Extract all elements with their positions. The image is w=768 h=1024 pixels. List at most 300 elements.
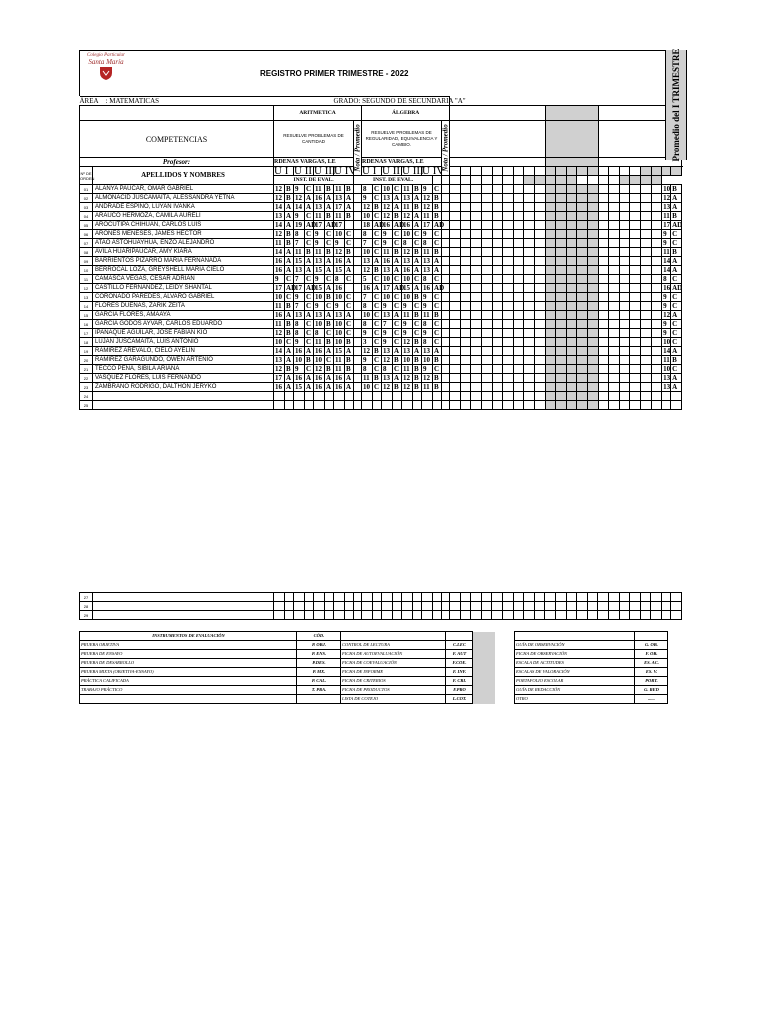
empty-cell xyxy=(619,203,630,212)
empty-cell xyxy=(556,257,567,266)
empty-cell xyxy=(545,374,556,383)
grade-cell: B xyxy=(433,374,442,383)
empty-cell xyxy=(640,284,651,293)
empty-cell xyxy=(556,302,567,311)
empty-cell xyxy=(482,266,493,275)
grade-cell: AD xyxy=(394,220,405,229)
empty-cell xyxy=(535,203,546,212)
grade-cell: B xyxy=(285,320,294,329)
empty-cell xyxy=(534,593,545,602)
empty-cell xyxy=(609,392,620,401)
grade-cell: A xyxy=(305,383,314,392)
grade-cell: C xyxy=(433,230,442,239)
empty-cell xyxy=(524,275,535,284)
empty-cell xyxy=(556,230,567,239)
empty-cell xyxy=(362,593,373,602)
grade-cell: A xyxy=(325,347,334,356)
empty-cell xyxy=(630,266,641,275)
empty-cell xyxy=(471,311,482,320)
empty-cell xyxy=(587,239,598,248)
empty-cell xyxy=(450,293,461,302)
grade-cell: 10 xyxy=(362,383,373,392)
nota-promedio-cell xyxy=(442,185,450,194)
legend-row xyxy=(80,686,688,695)
grade-cell: B xyxy=(345,338,354,347)
student-name xyxy=(93,401,274,410)
grade-cell: C xyxy=(433,338,442,347)
extra-row xyxy=(80,611,682,620)
empty-cell xyxy=(460,329,471,338)
nota-promedio-cell xyxy=(354,221,362,230)
nota-promedio-cell xyxy=(354,347,362,356)
legend-spacer xyxy=(495,695,515,704)
empty-cell xyxy=(535,302,546,311)
grade-cell xyxy=(373,401,382,410)
grade-cell: 12 xyxy=(274,185,285,194)
final-score: 9 xyxy=(662,230,671,239)
final-score: 13 xyxy=(663,373,671,382)
empty-cell xyxy=(524,365,535,374)
grade-cell: C xyxy=(393,320,402,329)
empty-cell xyxy=(450,284,461,293)
legend-code: P.DES. xyxy=(297,659,341,668)
empty-cell xyxy=(566,248,577,257)
row-number: 18 xyxy=(80,338,93,347)
empty-cell xyxy=(651,230,662,239)
row-number: 14 xyxy=(80,302,93,311)
empty-cell xyxy=(640,293,651,302)
empty-cell xyxy=(630,275,641,284)
empty-cell xyxy=(471,593,482,602)
legend-spacer xyxy=(473,650,495,659)
grade-cell: C xyxy=(393,302,402,311)
empty-cell xyxy=(305,593,314,602)
empty-cell xyxy=(619,320,630,329)
empty-cell xyxy=(598,167,609,176)
final-score xyxy=(662,401,671,410)
empty-cell xyxy=(651,257,662,266)
empty-cell xyxy=(442,176,450,185)
grade-cell: 7 xyxy=(294,239,305,248)
grade-cell: 8 xyxy=(422,275,433,284)
legend-code: F. AUT xyxy=(446,650,473,659)
grade-cell: B xyxy=(325,212,334,221)
grade-cell: C xyxy=(413,275,422,284)
grade-cell: 12 xyxy=(422,194,433,203)
grade-cell xyxy=(433,401,442,410)
empty-cell xyxy=(566,401,577,410)
grade-cell: C xyxy=(373,356,382,365)
nota-promedio-cell xyxy=(354,338,362,347)
empty-cell xyxy=(651,311,662,320)
empty-cell xyxy=(609,167,620,176)
row-number: 21 xyxy=(80,365,93,374)
nota-promedio-cell xyxy=(442,356,450,365)
empty-cell xyxy=(630,284,641,293)
empty-cell xyxy=(640,185,651,194)
nota-promedio-cell xyxy=(354,383,362,392)
empty-cell xyxy=(587,257,598,266)
grade-cell: C xyxy=(393,293,402,302)
empty-cell xyxy=(492,284,503,293)
empty-cell xyxy=(566,602,577,611)
grade-cell: A xyxy=(325,284,334,293)
grade-cell: 10 xyxy=(362,311,373,320)
empty-cell xyxy=(481,593,492,602)
empty-cell xyxy=(609,284,620,293)
grade-cell xyxy=(433,392,442,401)
empty-cell xyxy=(609,257,620,266)
grade-cell xyxy=(362,401,373,410)
final-score: 13 xyxy=(663,382,671,391)
empty-cell xyxy=(577,275,588,284)
grade-cell: C xyxy=(373,383,382,392)
grade-cell: 12 xyxy=(402,248,413,257)
empty-cell xyxy=(460,365,471,374)
empty-cell xyxy=(630,302,641,311)
empty-cell xyxy=(577,167,588,176)
nota-promedio-cell xyxy=(442,293,450,302)
grade-cell: A xyxy=(413,266,422,275)
legend-instrument: ESCALAS DE VALORACIÓN xyxy=(515,668,635,677)
empty-cell xyxy=(630,392,641,401)
grade-cell: C xyxy=(345,329,354,338)
empty-cell xyxy=(662,167,671,176)
empty-cell xyxy=(598,176,609,185)
empty-cell xyxy=(471,221,482,230)
empty-cell xyxy=(503,320,514,329)
grade-cell: C xyxy=(345,239,354,248)
empty-cell xyxy=(545,602,556,611)
grade-cell: B xyxy=(373,347,382,356)
grade-cell: B xyxy=(433,194,442,203)
grade-cell: 11 xyxy=(422,383,433,392)
grade-cell: 9 xyxy=(402,302,413,311)
empty-cell xyxy=(450,392,461,401)
empty-cell xyxy=(513,365,524,374)
row-number: 20 xyxy=(80,356,93,365)
empty-cell xyxy=(609,401,620,410)
student-row xyxy=(80,374,682,383)
grade-cell: 9 xyxy=(362,356,373,365)
empty-cell xyxy=(274,593,285,602)
empty-cell xyxy=(524,311,535,320)
grade-cell: 10 xyxy=(362,248,373,257)
grade-cell: 10 xyxy=(314,293,325,302)
empty-cell xyxy=(524,347,535,356)
empty-cell xyxy=(619,338,630,347)
empty-cell xyxy=(577,257,588,266)
grade-cell: 11 xyxy=(422,212,433,221)
empty-cell xyxy=(535,284,546,293)
empty-cell xyxy=(524,239,535,248)
empty-cell xyxy=(492,239,503,248)
empty-cell xyxy=(566,593,577,602)
empty-cell xyxy=(442,593,450,602)
grade-cell: 10 xyxy=(422,356,433,365)
grades-table xyxy=(79,96,682,410)
empty-cell xyxy=(513,602,524,611)
grade-cell: B xyxy=(305,356,314,365)
empty-cell xyxy=(450,365,461,374)
grade-cell: C xyxy=(373,302,382,311)
empty-cell xyxy=(503,302,514,311)
grade-cell: C xyxy=(305,338,314,347)
grade-cell: 9 xyxy=(294,365,305,374)
row-number: 24 xyxy=(80,392,93,401)
empty-cell xyxy=(502,602,513,611)
grade-cell: C xyxy=(305,185,314,194)
empty-cell xyxy=(545,401,556,410)
grade-cell: A xyxy=(285,383,294,392)
grade-cell: C xyxy=(413,302,422,311)
empty-cell xyxy=(545,383,556,392)
grade-cell: 12 xyxy=(314,365,325,374)
empty-cell xyxy=(609,320,620,329)
final-score: 12 xyxy=(663,193,671,202)
empty-cell xyxy=(482,275,493,284)
grade-cell: 11 xyxy=(314,212,325,221)
student-name: ZAMBRANO RODRIGO, DALTHON JERYKO xyxy=(93,383,274,392)
nota-promedio-cell xyxy=(442,266,450,275)
grade-cell: 8 xyxy=(362,230,373,239)
nota-promedio-cell xyxy=(354,266,362,275)
grade-cell: B xyxy=(325,320,334,329)
nota-promedio-cell xyxy=(442,365,450,374)
empty-cell xyxy=(285,611,294,620)
grade-cell: 13 xyxy=(334,194,345,203)
grade-cell: 12 xyxy=(402,212,413,221)
empty-cell xyxy=(492,176,503,185)
grade-cell: 7 xyxy=(382,320,393,329)
empty-cell xyxy=(651,212,662,221)
empty-cell xyxy=(450,356,461,365)
empty-cell xyxy=(545,392,556,401)
empty-cell xyxy=(482,284,493,293)
student-row xyxy=(80,356,682,365)
grade-cell xyxy=(305,392,314,401)
grade-cell: C xyxy=(433,329,442,338)
student-name: ALANYA PAUCAR, OMAR GABRIEL xyxy=(93,185,274,194)
student-row xyxy=(80,338,682,347)
empty-cell xyxy=(556,347,567,356)
legend-instrument: PRUEBA OBJETIVA xyxy=(80,641,297,650)
grade-cell: 8 xyxy=(362,302,373,311)
grade-cell: C xyxy=(413,230,422,239)
empty-cell xyxy=(598,185,609,194)
legend-spacer xyxy=(495,677,515,686)
empty-cell xyxy=(274,611,285,620)
grade-cell xyxy=(345,392,354,401)
grade-cell: C xyxy=(325,239,334,248)
empty-cell xyxy=(598,347,609,356)
sheet-header xyxy=(79,50,687,96)
empty-cell xyxy=(460,338,471,347)
comp-aritmetica: RESUELVE PROBLEMAS DE CANTIDAD xyxy=(274,121,354,158)
grade-cell xyxy=(334,392,345,401)
empty-cell xyxy=(314,593,325,602)
final-level: C xyxy=(671,338,682,347)
logo-text-top: Colegio Particular xyxy=(87,53,125,58)
empty-cell xyxy=(587,338,598,347)
empty-cell xyxy=(577,611,588,620)
final-level: A xyxy=(671,347,682,356)
grade-cell: C xyxy=(433,239,442,248)
empty-cell xyxy=(460,203,471,212)
empty-cell xyxy=(450,239,461,248)
grade-cell: 12 xyxy=(274,194,285,203)
legend-table xyxy=(79,631,688,704)
empty-cell xyxy=(503,365,514,374)
nota-promedio-cell xyxy=(442,383,450,392)
grade-cell: C xyxy=(345,293,354,302)
legend-instrument: FICHA DE COEVALUACIÓN xyxy=(341,659,446,668)
empty-cell xyxy=(460,302,471,311)
grade-cell: A xyxy=(285,347,294,356)
empty-cell xyxy=(482,239,493,248)
empty-cell xyxy=(492,365,503,374)
empty-cell xyxy=(345,602,354,611)
profesor-1: RDENAS VARGAS, LE xyxy=(274,158,354,167)
empty-cell xyxy=(535,266,546,275)
empty-cell xyxy=(460,311,471,320)
grade-cell: A xyxy=(305,257,314,266)
grade-cell: 13 xyxy=(382,194,393,203)
empty-cell xyxy=(482,401,493,410)
empty-cell xyxy=(619,266,630,275)
empty-cell xyxy=(492,374,503,383)
grade-cell: A xyxy=(413,347,422,356)
unit-header: U III xyxy=(402,164,424,177)
grade-cell: A xyxy=(325,266,334,275)
grade-cell xyxy=(402,392,413,401)
empty-cell xyxy=(492,248,503,257)
empty-cell xyxy=(524,266,535,275)
grade-cell: B xyxy=(373,374,382,383)
legend-row xyxy=(80,650,688,659)
student-name: AROCUTIPA CHIHUAN, CARLOS LUIS xyxy=(93,221,274,230)
final-level: C xyxy=(671,230,682,239)
empty-cell xyxy=(471,257,482,266)
empty-cell xyxy=(471,383,482,392)
empty-cell xyxy=(651,167,662,176)
legend-row xyxy=(80,659,688,668)
empty-cell xyxy=(630,356,641,365)
empty-cell xyxy=(651,338,662,347)
empty-cell xyxy=(640,383,651,392)
grade-cell: C xyxy=(285,338,294,347)
empty-cell xyxy=(577,365,588,374)
empty-cell xyxy=(670,602,681,611)
final-score: 14 xyxy=(663,346,671,355)
grade-cell: 9 xyxy=(362,194,373,203)
empty-cell xyxy=(566,365,577,374)
unit-header: U III xyxy=(314,164,336,177)
grade-cell: 16 xyxy=(274,266,285,275)
legend-code: T. PRA. xyxy=(297,686,341,695)
grade-cell: 10 xyxy=(314,356,325,365)
grade-cell: 15 xyxy=(294,383,305,392)
empty-cell xyxy=(325,602,334,611)
empty-cell xyxy=(482,338,493,347)
course-row xyxy=(80,106,682,121)
empty-cell xyxy=(524,230,535,239)
empty-cell xyxy=(619,275,630,284)
empty-cell xyxy=(598,356,609,365)
empty-cell xyxy=(619,194,630,203)
empty-cell xyxy=(619,302,630,311)
legend-instrumentos xyxy=(79,631,687,704)
grade-cell: 9 xyxy=(274,275,285,284)
empty-cell xyxy=(503,230,514,239)
grade-cell: 9 xyxy=(382,302,393,311)
empty-cell xyxy=(555,593,566,602)
empty-cell xyxy=(651,185,662,194)
final-score xyxy=(662,392,671,401)
grade-cell: 8 xyxy=(294,230,305,239)
empty-cell xyxy=(598,611,609,620)
empty-cell xyxy=(450,275,461,284)
empty-cell xyxy=(513,194,524,203)
grade-cell: A xyxy=(305,266,314,275)
grade-cell xyxy=(393,401,402,410)
student-row xyxy=(80,203,682,212)
student-row xyxy=(80,347,682,356)
grade-cell xyxy=(413,392,422,401)
nota-promedio-cell xyxy=(442,311,450,320)
grade-cell: C xyxy=(413,329,422,338)
apellidos-header: APELLIDOS Y NOMBRES xyxy=(93,167,274,185)
grade-cell: 12 xyxy=(294,194,305,203)
empty-cell xyxy=(503,275,514,284)
empty-cell xyxy=(460,185,471,194)
empty-cell xyxy=(545,248,556,257)
nota-promedio-cell xyxy=(442,338,450,347)
empty-cell xyxy=(630,602,641,611)
grade-cell: B xyxy=(413,248,422,257)
grade-cell: 17 xyxy=(422,221,433,230)
grade-cell: B xyxy=(285,329,294,338)
empty-cell xyxy=(482,257,493,266)
empty-cell xyxy=(524,203,535,212)
grade-cell: 10 xyxy=(402,356,413,365)
empty-cell xyxy=(609,374,620,383)
grade-cell: B xyxy=(345,365,354,374)
final-level: C xyxy=(671,275,682,284)
grade-cell: A xyxy=(413,284,422,293)
final-level: AD xyxy=(672,220,683,229)
empty-cell xyxy=(481,602,492,611)
empty-cell xyxy=(619,284,630,293)
empty-cell xyxy=(545,194,556,203)
grade-cell: 13 xyxy=(294,311,305,320)
legend-spacer xyxy=(495,668,515,677)
empty-cell xyxy=(630,593,641,602)
empty-cell xyxy=(492,347,503,356)
grade-cell: B xyxy=(413,374,422,383)
empty-cell xyxy=(556,356,567,365)
empty-cell xyxy=(460,593,471,602)
empty-cell xyxy=(566,203,577,212)
empty-cell xyxy=(598,602,609,611)
empty-cell xyxy=(609,176,620,185)
student-name: TECCO PEÑA, SIBILA ARIANA xyxy=(93,365,274,374)
grade-cell: C xyxy=(433,185,442,194)
empty-cell xyxy=(535,329,546,338)
empty-cell xyxy=(513,356,524,365)
empty-cell xyxy=(503,347,514,356)
empty-cell xyxy=(513,239,524,248)
